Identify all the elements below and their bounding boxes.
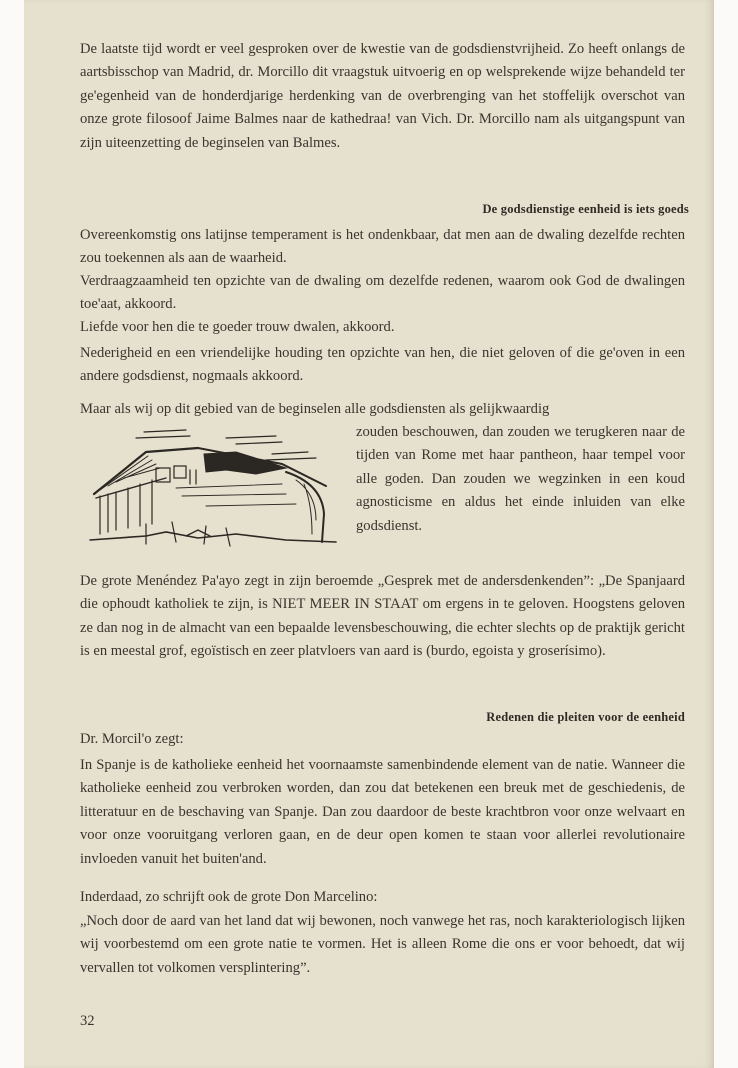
paragraph-verdraagzaamheid: Verdraagzaamheid ten opzichte van de dwaling om dezelfde redenen, waarom ook God de dwalingen toe'aat, akkoord. <box>80 273 685 313</box>
temple-illustration <box>86 424 342 550</box>
paragraph-morcillo-zegt: Dr. Morcil'o zegt: <box>80 731 184 747</box>
paragraph-nederigheid: Nederigheid en een vriendelijke houding ten opzichte van hen, die niet geloven of die ge'oven in een andere godsdienst, nogmaals akkoord. <box>80 345 685 385</box>
paragraph-maar-als-wij: Maar als wij op dit gebied van de beginselen alle godsdiensten als gelijkwaardig <box>80 401 550 417</box>
paragraph-latijnse-temperament: Overeenkomstig ons latijnse temperament is het ondenkbaar, dat men aan de dwaling dezelfde rechten zou toekennen als aan de waarheid. <box>80 227 685 267</box>
paragraph-intro: De laatste tijd wordt er veel gesproken over de kwestie van de godsdienstvrijheid. Zo heeft onlangs de aartsbisschop van Madrid, dr. Morcillo dit vraagstuk uitvoerig en op welsprekende wijze behandeld ter ge'egenheid van de honderdjarige herdenking van de overbrenging van het stoffelijk overschot van onze grote filosoof Jaime Balmes naar de kathedraa! van Vich. Dr. Morcillo nam als uitgangspunt van zijn uiteenzetting de beginselen van Balmes. <box>80 41 685 151</box>
paragraph-menendez-pelayo: De grote Menéndez Pa'ayo zegt in zijn beroemde „Gesprek met de andersdenkenden”: „De Spanjaard die ophoudt katholiek te zijn, is NIET MEER IN STAAT om ergens in te geloven. Hoogstens geloven ze dan nog in de almacht van een bepaalde levensbeschouwing, die echter slechts op de praktijk gericht is en meestal grof, egoïstisch en zeer platvloers van aard is (burdo, egoista y groserísimo). <box>80 573 685 660</box>
section-heading-redenen: Redenen die pleiten voor de eenheid <box>486 710 685 724</box>
page-number: 32 <box>80 1013 95 1029</box>
section-heading-eenheid-goeds: De godsdienstige eenheid is iets goeds <box>482 202 689 216</box>
paragraph-quote-rome: „Noch door de aard van het land dat wij bewonen, noch vanwege het ras, noch karakteriologisch lijken wij voorbestemd om een grote natie te vormen. Het is alleen Rome die ons er voor behoedt, dat wij vervallen tot volkomen versplintering”. <box>80 913 685 976</box>
paragraph-liefde: Liefde voor hen die te goeder trouw dwalen, akkoord. <box>80 319 395 335</box>
paragraph-spanje-eenheid: In Spanje is de katholieke eenheid het voornaamste samenbindende element van de natie. Wanneer die katholieke eenheid zou verbroken worden, dan zou dat betekenen een breuk met de geschiedenis, de litteratuur en de beschaving van Spanje. Dan zou daardoor de beste krachtbron voor onze welvaart en voor onze vooruitgang verloren gaan, en de deur open komen te staan voor allerlei revolutionaire invloeden vanuit het buiten'and. <box>80 757 685 867</box>
paragraph-don-marcelino: Inderdaad, zo schrijft ook de grote Don Marcelino: <box>80 889 378 905</box>
paragraph-pantheon: zouden beschouwen, dan zouden we terugkeren naar de tijden van Rome met haar pantheon, haar tempel voor alle goden. Dan zouden we wegzinken in een koud agnosticisme en aldus het einde inluiden van elke godsdienst. <box>356 424 685 534</box>
